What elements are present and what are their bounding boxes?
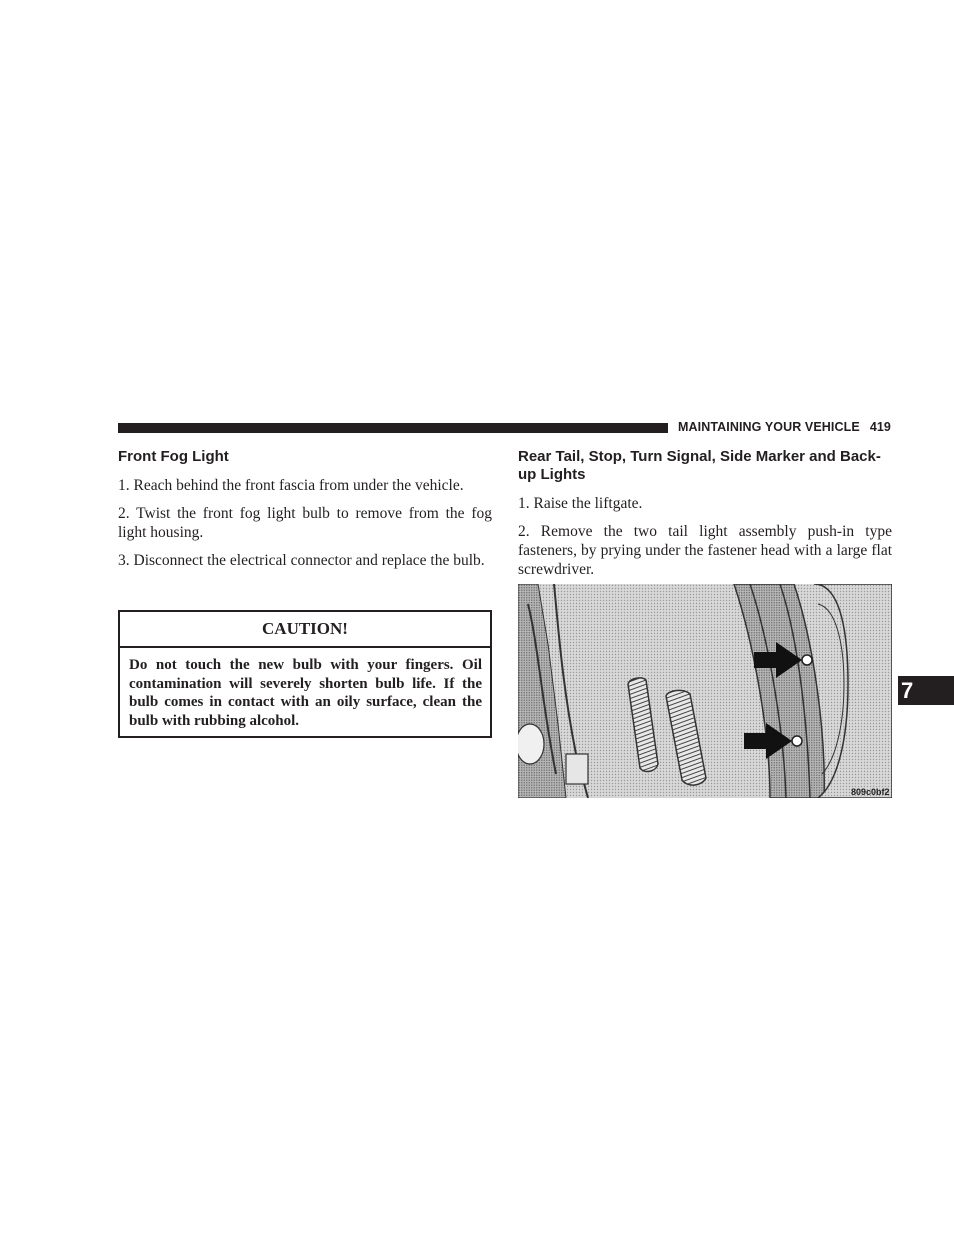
caution-title: CAUTION!	[120, 612, 490, 648]
tail-light-illustration	[518, 584, 892, 798]
step-3: 3. Disconnect the electrical connector and replace the bulb.	[118, 552, 485, 569]
section-heading-rear-lights: Rear Tail, Stop, Turn Signal, Side Marker and Back-up Lights	[518, 448, 881, 483]
caution-body: Do not touch the new bulb with your fingers. Oil contamination will severely shorten bulb life. If the bulb comes in contact with an oily surface, clean the bulb with rubbing alcohol.	[129, 657, 482, 729]
tail-light-drawing	[518, 584, 892, 798]
header-rule	[118, 423, 668, 433]
step-1: 1. Raise the liftgate.	[518, 495, 643, 512]
step-2: 2. Remove the two tail light assembly push-in type fasteners, by prying under the fastener head with a large flat screwdriver.	[518, 523, 892, 578]
caution-box	[118, 610, 492, 738]
section-heading-front-fog-light: Front Fog Light	[118, 448, 229, 465]
page-number: 419	[869, 420, 891, 434]
step-2: 2. Twist the front fog light bulb to remove from the fog light housing.	[118, 505, 492, 541]
step-1: 1. Reach behind the front fascia from under the vehicle.	[118, 477, 464, 494]
chapter-tab: 7	[898, 676, 954, 705]
right-column	[518, 448, 892, 588]
section-title: MAINTAINING YOUR VEHICLE	[678, 420, 860, 434]
left-column	[118, 448, 492, 579]
running-header	[678, 420, 891, 434]
figure-code: 809c0bf2	[851, 787, 890, 797]
